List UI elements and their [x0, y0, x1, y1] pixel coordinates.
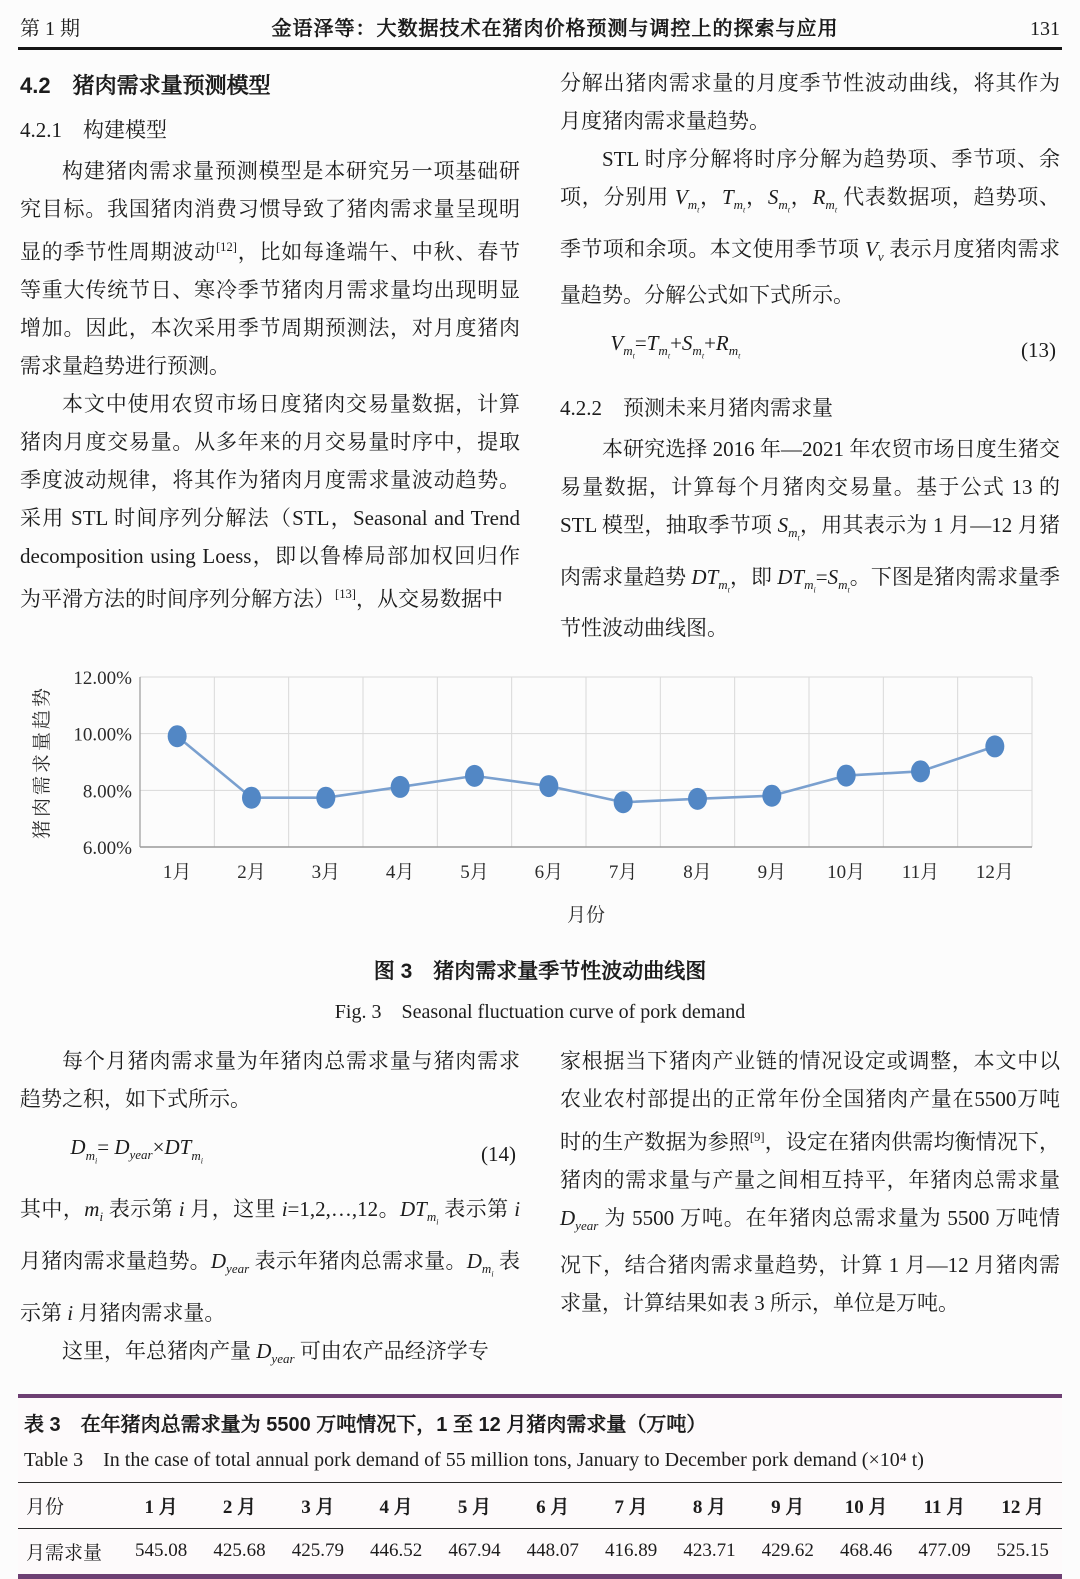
formula-14-body: $D_{m_i}= D_{year}\times DT_{m_i}$ — [70, 1135, 203, 1166]
data-point-5月 — [465, 765, 484, 787]
lower-columns — [0, 1024, 1080, 1378]
right-column-lower — [560, 1042, 1060, 1378]
table-caption-en: Table 3 In the case of total annual pork demand of 55 million tons, January to December pork demand (×10⁴ t) — [24, 1448, 924, 1471]
formula-13 — [560, 314, 1060, 386]
section-4-2-heading: 4.2 猪肉需求量预测模型 — [20, 73, 271, 98]
table-demand-value: 425.79 — [291, 1540, 344, 1562]
table-demand-value: 446.52 — [370, 1540, 423, 1562]
table-month-header: 9 月 — [771, 1496, 805, 1518]
running-title: 金语泽等：大数据技术在猪肉价格预测与调控上的探索与应用 — [271, 18, 839, 40]
page-header — [0, 0, 1080, 47]
page-number: 131 — [1030, 18, 1060, 40]
figure-caption-zh: 图 3 猪肉需求量季节性波动曲线图 — [373, 960, 707, 984]
data-point-2月 — [242, 787, 261, 809]
section-4-2-2-heading: 4.2.2 预测未来月猪肉需求量 — [560, 395, 833, 420]
table-demand-value: 425.68 — [213, 1540, 266, 1562]
table-demand-value: 448.07 — [526, 1540, 579, 1562]
paragraph: 分解出猪肉需求量的月度季节性波动曲线，将其作为月度猪肉需求量趋势。 — [560, 71, 1060, 133]
x-tick-label: 7月 — [608, 862, 638, 884]
x-tick-label: 3月 — [311, 862, 341, 884]
data-point-4月 — [391, 776, 410, 798]
table-demand-value: 545.08 — [135, 1540, 188, 1562]
data-point-10月 — [837, 765, 856, 787]
paragraph: 构建猪肉需求量预测模型是本研究另一项基础研究目标。我国猪肉消费习惯导致了猪肉需求量呈现明显的季节性周期波动[12]，比如每逢端午、中秋、春节等重大传统节日、寒冷季节猪肉月需求量均出现明显增加。因此，本次采用季节周期预测法，对月度猪肉需求量趋势进行预测。 — [20, 159, 521, 378]
journal-issue: 第 1 期 — [20, 18, 80, 40]
data-point-12月 — [985, 736, 1004, 758]
data-point-3月 — [316, 787, 335, 809]
x-tick-label: 8月 — [683, 862, 712, 884]
x-tick-label: 2月 — [237, 862, 266, 884]
table-month-header: 1 月 — [144, 1496, 178, 1518]
table-row-label: 月需求量 — [26, 1542, 103, 1564]
table-month-header: 5 月 — [457, 1496, 492, 1518]
x-tick-label: 5月 — [460, 862, 489, 884]
x-tick-label: 1月 — [162, 862, 192, 884]
x-tick-label: 12月 — [975, 862, 1014, 884]
x-tick-label: 10月 — [827, 862, 866, 884]
table-demand-value: 477.09 — [918, 1540, 971, 1562]
table-caption-zh: 表 3 在年猪肉总需求量为 5500 万吨情况下，1 至 12 月猪肉需求量（万吨） — [24, 1413, 707, 1436]
formula-14-number: (14) — [481, 1142, 516, 1167]
x-tick-label: 4月 — [385, 862, 415, 884]
data-point-6月 — [539, 775, 558, 797]
paragraph: 本研究选择 2016 年—2021 年农贸市场日度生猪交易量数据，计算每个月猪肉交易量。基于公式 13 的 STL 模型，抽取季节项 $S_{m_t}$，用其表示为 1 月—12 月猪肉需求量趋势 $DT_{m_t}$，即 $DT_{m_i}=S_{m_t}$。下图是猪肉需求量季节性波动曲线图。 — [560, 436, 1061, 641]
table-demand-value: 525.15 — [996, 1540, 1049, 1562]
x-tick-label: 11月 — [901, 862, 940, 884]
table-month-header: 3 月 — [301, 1496, 335, 1518]
table-demand-value: 416.89 — [605, 1540, 658, 1562]
monthly-demand-table — [18, 1482, 1062, 1574]
table-data-row — [18, 1528, 1062, 1574]
paragraph: STL 时序分解将时序分解为趋势项、季节项、余项，分别用 $V_{m_t}$，$T_{m_t}$，$S_{m_t}$，$R_{m_t}$ 代表数据项，趋势项、季节项和余项。本文使用季节项 $V_v$ 表示月度猪肉需求量趋势。分解公式如下式所示。 — [560, 147, 1061, 307]
formula-13-body: $V_{m_t}=T_{m_t}+S_{m_t}+R_{m_t}$ — [610, 330, 741, 361]
table-month-header: 6 月 — [536, 1496, 570, 1518]
data-point-11月 — [911, 761, 930, 783]
section-4-2-1-heading: 4.2.1 构建模型 — [20, 118, 167, 142]
paragraph: 家根据当下猪肉产业链的情况设定或调整，本文中以农业农村部提出的正常年份全国猪肉产量在5500万吨时的生产数据为参照[9]，设定在猪肉供需均衡情况下，猪肉的需求量与产量之间相互持平，年猪肉总需求量 $D_{year}$ 为 5500 万吨。在年猪肉总需求量为 5500 万吨情况下，结合猪肉需求量趋势，计算 1 月—12 月猪肉需求量，计算结果如表 3 所示，单位是万吨。 — [560, 1049, 1061, 1315]
data-point-1月 — [168, 726, 187, 748]
paragraph: 每个月猪肉需求量为年猪肉总需求量与猪肉需求趋势之积，如下式所示。 — [20, 1049, 520, 1112]
table-demand-value: 423.71 — [683, 1540, 736, 1562]
table-month-header: 12 月 — [1001, 1496, 1045, 1518]
left-column-lower — [20, 1042, 520, 1378]
upper-columns — [0, 50, 1080, 647]
data-point-9月 — [762, 785, 781, 807]
table-header-row — [18, 1482, 1062, 1528]
paragraph: 其中，$m_i$ 表示第 i 月，这里 i=1,2,…,12。$DT_{m_i}$ 表示第 i 月猪肉需求量趋势。$D_{year}$ 表示年猪肉总需求量。$D_{m_i}$ 表示第 i 月猪肉需求量。 — [20, 1197, 521, 1325]
formula-13-number: (13) — [1021, 337, 1056, 362]
figure-caption-en: Fig. 3 Seasonal fluctuation curve of pork demand — [334, 1001, 746, 1024]
paragraph: 这里，年总猪肉产量 $D_{year}$ 可由农产品经济学专 — [62, 1338, 489, 1366]
table-month-header: 7 月 — [614, 1496, 648, 1518]
y-tick-label: 6.00% — [82, 838, 132, 860]
demand-chart-svg — [32, 661, 1042, 929]
y-tick-label: 10.00% — [73, 724, 132, 746]
y-tick-label: 8.00% — [82, 781, 132, 803]
table-demand-value: 429.62 — [761, 1540, 814, 1562]
figure-3-chart — [0, 647, 1080, 929]
x-tick-label: 6月 — [534, 862, 564, 884]
table-demand-value: 468.46 — [839, 1540, 893, 1562]
table-month-header: 10 月 — [844, 1496, 888, 1518]
x-tick-label: 9月 — [757, 862, 787, 884]
y-axis-title: 猪肉需求量趋势 — [32, 685, 53, 840]
left-column — [20, 64, 520, 647]
table-3-block — [18, 1394, 1062, 1579]
table-month-header: 8 月 — [692, 1496, 727, 1518]
data-point-7月 — [614, 792, 633, 814]
y-tick-label: 12.00% — [73, 668, 132, 690]
data-point-8月 — [688, 788, 707, 810]
formula-14 — [20, 1118, 520, 1190]
table-demand-value: 467.94 — [448, 1540, 501, 1562]
table-header-label: 月份 — [26, 1496, 65, 1518]
x-axis-title: 月份 — [566, 905, 606, 927]
table-month-header: 11 月 — [923, 1496, 966, 1518]
right-column — [560, 64, 1060, 647]
table-month-header: 2 月 — [222, 1496, 257, 1518]
table-month-header: 4 月 — [379, 1496, 413, 1518]
paragraph: 本文中使用农贸市场日度猪肉交易量数据，计算猪肉月度交易量。从多年来的月交易量时序中，提取季度波动规律，将其作为猪肉月度需求量波动趋势。采用 STL 时间序列分解法（STL，Seasonal and Trend decomposition using Loess，即以鲁棒局部加权回归作为平滑方法的时间序列分解方法）[13]，从交易数据中 — [20, 392, 520, 611]
